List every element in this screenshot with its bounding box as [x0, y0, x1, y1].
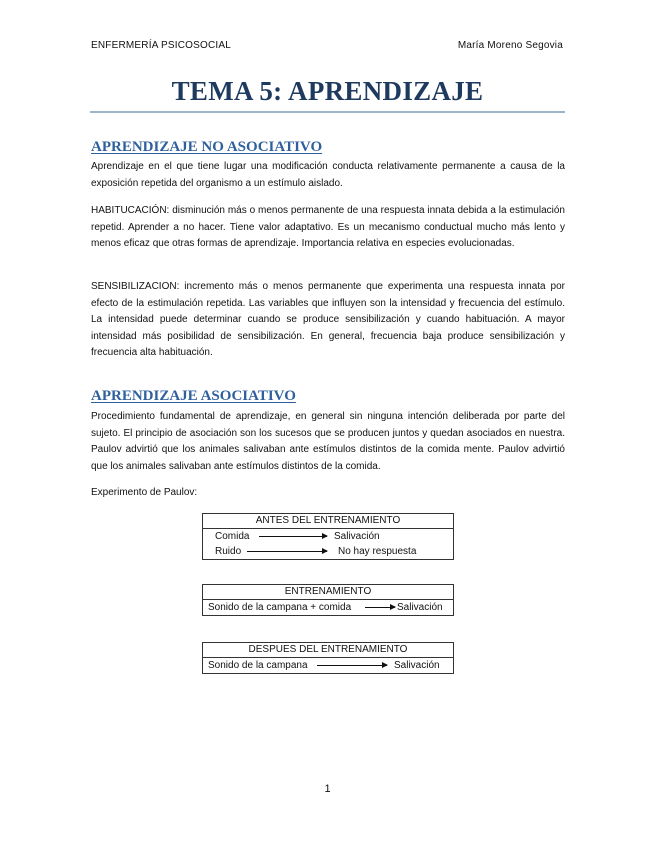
response-label: Salivación [394, 660, 440, 671]
stimulus-label: Comida [215, 531, 250, 542]
box-training-row [203, 600, 453, 615]
box-after-title: DESPUES DEL ENTRENAMIENTO [203, 643, 453, 658]
arrow-right-icon [259, 536, 327, 537]
paragraph-habituacion: HABITUCACIÓN: disminución más o menos permanente de una respuesta innata debida a la estimulación repetid. Aprender a no hacer. Tiene valor adaptativo. Es un mecanismo conductual mucho más lento y menos eficaz que otras formas de aprendizaje. Importancia relativa en especies evolucionadas. [91, 205, 565, 250]
section-heading-asociativo: APRENDIZAJE ASOCIATIVO [91, 388, 296, 404]
page-title: TEMA 5: APRENDIZAJE [171, 76, 484, 106]
arrow-right-icon [247, 551, 327, 552]
arrow-right-icon [365, 607, 395, 608]
stimulus-label: Ruido [215, 546, 242, 557]
arrow-right-icon [317, 665, 387, 666]
box-before-row-2 [203, 544, 453, 559]
box-training-title: ENTRENAMIENTO [203, 585, 453, 600]
box-before-training [202, 513, 454, 560]
paragraph-sensibilizacion: SENSIBILIZACION: incremento más o menos permanente que experimenta una respuesta innata por efecto de la estimulación repetida. Las variables que influyen son la intensidad y frecuencia del estímulo. La intensidad puede determinar cuando se produce sensibilización y cuando habituación. A mayor intensidad más posibilidad de sensibilización. En general, frecuencia baja produce sensibilización y frecuencia alta habituación. [91, 281, 565, 359]
stimulus-label: Sonido de la campana + comida [208, 602, 352, 613]
response-label: No hay respuesta [338, 546, 417, 557]
page-number: 1 [324, 783, 331, 795]
box-after-training [202, 642, 454, 674]
stimulus-label: Sonido de la campana [208, 660, 308, 671]
response-label: Salivación [397, 602, 443, 613]
header-left: ENFERMERÍA PSICOSOCIAL [91, 40, 231, 51]
box-before-row-1 [203, 529, 453, 544]
title-divider [90, 111, 565, 113]
box-training [202, 584, 454, 616]
paragraph-definition: Aprendizaje en el que tiene lugar una modificación conducta relativamente permanente a causa de la exposición repetida del organismo a un estímulo aislado. [91, 161, 565, 189]
box-before-title: ANTES DEL ENTRENAMIENTO [203, 514, 453, 529]
section-heading-no-asociativo: APRENDIZAJE NO ASOCIATIVO [91, 139, 323, 155]
paragraph-experimento: Experimento de Paulov: [91, 487, 198, 498]
header-right: María Moreno Segovia [457, 40, 563, 51]
paragraph-asociativo: Procedimiento fundamental de aprendizaje, en general sin ninguna intención deliberada por parte del sujeto. El principio de asociación son los sucesos que se producen juntos y quedan asociados en nuestra. Paulov advirtió que los animales salivaban ante estímulos distintos de la comida mente. Paulov advirtió que los animales salivaban ante estímulos distintos de la comida. [91, 411, 565, 472]
box-after-row [203, 658, 453, 673]
response-label: Salivación [334, 531, 380, 542]
